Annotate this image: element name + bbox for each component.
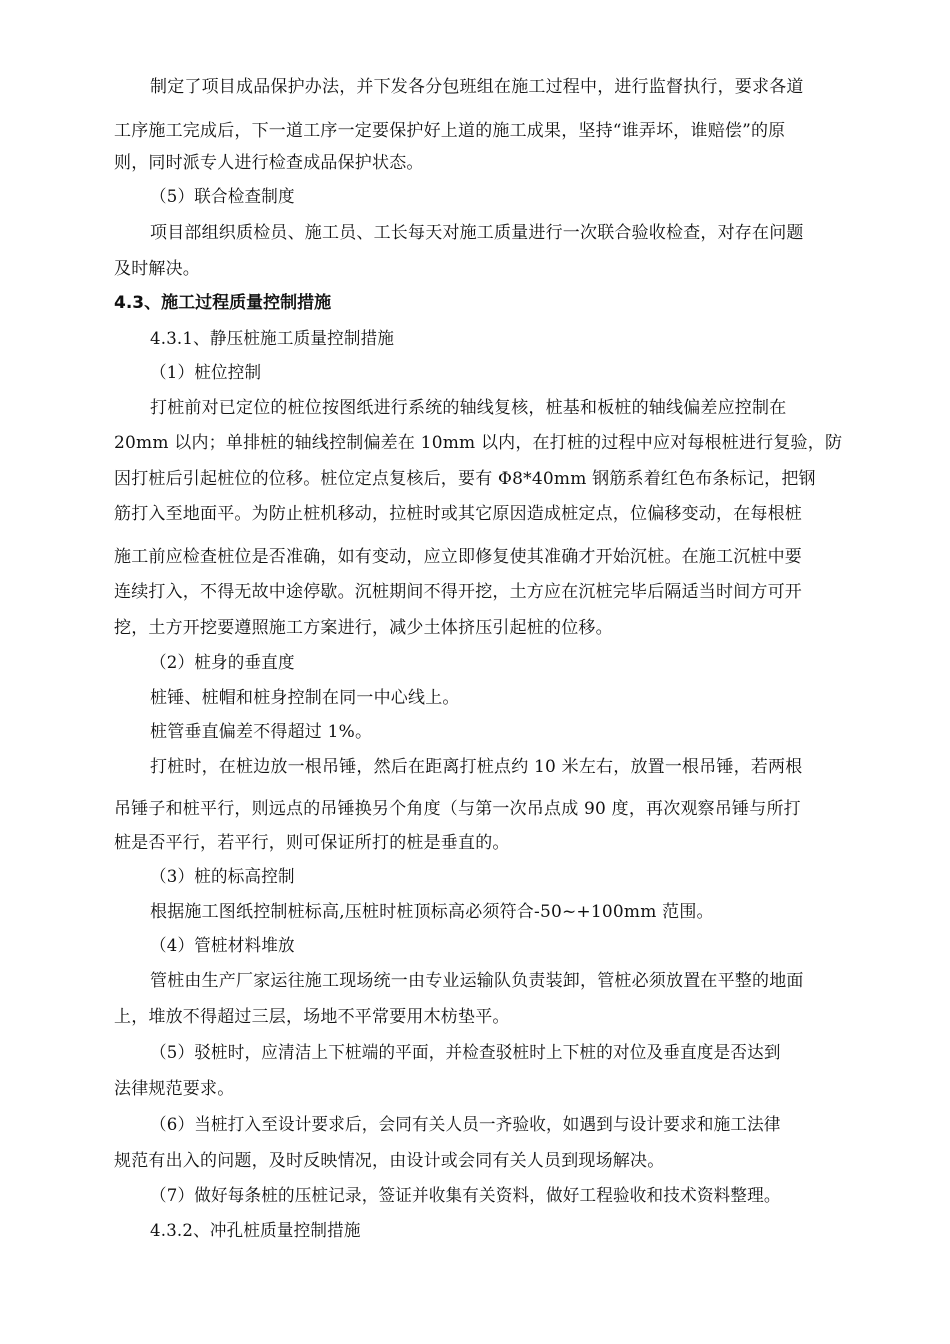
paragraph-line: 施工前应检查桩位是否准确，如有变动，应立即修复使其准确才开始沉桩。在施工沉桩中要 [114, 547, 802, 567]
paragraph-line: （7）做好每条桩的压桩记录，签证并收集有关资料，做好工程验收和技术资料整理。 [150, 1186, 781, 1206]
paragraph-line: 打桩前对已定位的桩位按图纸进行系统的轴线复核，桩基和板桩的轴线偏差应控制在 [150, 398, 787, 418]
paragraph-line: 制定了项目成品保护办法，并下发各分包班组在施工过程中，进行监督执行，要求各道 [150, 77, 804, 97]
paragraph-line: （5）驳桩时，应清洁上下桩端的平面，并检查驳桩时上下桩的对位及垂直度是否达到 [150, 1043, 781, 1063]
paragraph-line: 连续打入，不得无故中途停歇。沉桩期间不得开挖，土方应在沉桩完毕后隔适当时间方可开 [114, 582, 802, 602]
paragraph-line: 桩是否平行，若平行，则可保证所打的桩是垂直的。 [114, 833, 510, 853]
subsection-heading: 4.3.1、静压桩施工质量控制措施 [150, 329, 395, 349]
paragraph-line: 20mm 以内；单排桩的轴线控制偏差在 10mm 以内，在打桩的过程中应对每根桩进行复验，防 [114, 433, 843, 453]
paragraph-line: 根据施工图纸控制桩标高,压桩时桩顶标高必须符合-50~+100mm 范围。 [150, 902, 714, 922]
paragraph-line: 吊锤子和桩平行，则远点的吊锤换另个角度（与第一次吊点成 90 度，再次观察吊锤与所打 [114, 799, 801, 819]
paragraph-line: 规范有出入的问题，及时反映情况，由设计或会同有关人员到现场解决。 [114, 1151, 665, 1171]
paragraph-line: 上，堆放不得超过三层，场地不平常要用木枋垫平。 [114, 1007, 510, 1027]
paragraph-line: 桩管垂直偏差不得超过 1%。 [150, 722, 373, 742]
section-subtitle: （1）桩位控制 [150, 363, 262, 383]
paragraph-line: 法律规范要求。 [114, 1079, 235, 1099]
section-subtitle: （5）联合检查制度 [150, 187, 295, 207]
section-heading: 4.3、施工过程质量控制措施 [114, 293, 332, 313]
paragraph-line: 则，同时派专人进行检查成品保护状态。 [114, 153, 424, 173]
paragraph-line: 及时解决。 [114, 259, 200, 279]
section-subtitle: （3）桩的标高控制 [150, 867, 295, 887]
paragraph-line: 挖，土方开挖要遵照施工方案进行，减少土体挤压引起桩的位移。 [114, 618, 613, 638]
paragraph-line: 打桩时，在桩边放一根吊锤，然后在距离打桩点约 10 米左右，放置一根吊锤，若两根 [150, 757, 803, 777]
paragraph-line: 筋打入至地面平。为防止桩机移动，拉桩时或其它原因造成桩定点，位偏移变动，在每根桩 [114, 504, 802, 524]
paragraph-line: 工序施工完成后，下一道工序一定要保护好上道的施工成果，坚持“谁弄坏，谁赔偿”的原 [114, 121, 786, 141]
paragraph-line: 管桩由生产厂家运往施工现场统一由专业运输队负责装卸，管桩必须放置在平整的地面 [150, 971, 804, 991]
paragraph-line: 项目部组织质检员、施工员、工长每天对施工质量进行一次联合验收检查，对存在问题 [150, 223, 804, 243]
paragraph-line: 桩锤、桩帽和桩身控制在同一中心线上。 [150, 688, 460, 708]
paragraph-line: （6）当桩打入至设计要求后，会同有关人员一齐验收，如遇到与设计要求和施工法律 [150, 1115, 781, 1135]
section-subtitle: （2）桩身的垂直度 [150, 653, 295, 673]
section-subtitle: （4）管桩材料堆放 [150, 936, 295, 956]
paragraph-line: 因打桩后引起桩位的位移。桩位定点复核后，要有 Φ8*40mm 钢筋系着红色布条标记，把钢 [114, 469, 816, 489]
subsection-heading: 4.3.2、冲孔桩质量控制措施 [150, 1221, 361, 1241]
